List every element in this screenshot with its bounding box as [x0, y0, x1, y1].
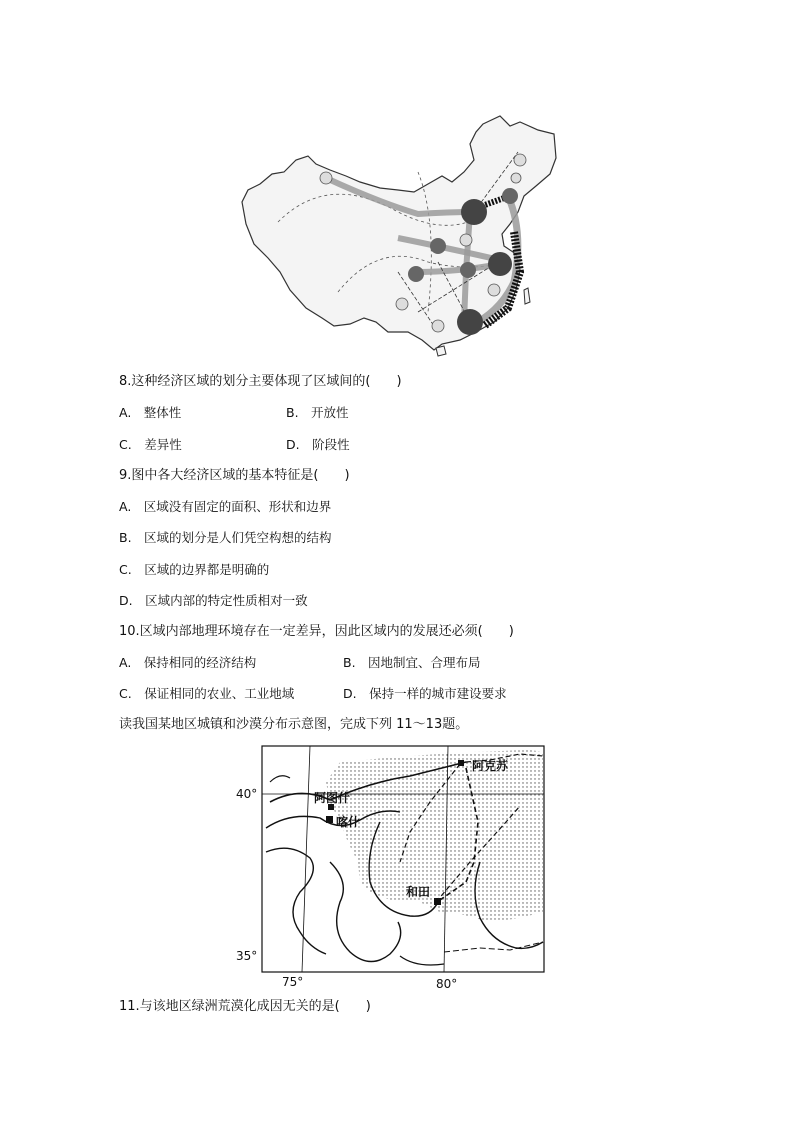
question-10-option-c[interactable]: C. 保证相同的农业、工业地域 — [119, 686, 295, 701]
question-10-option-a[interactable]: A. 保持相同的经济结构 — [119, 655, 257, 670]
center-changchun — [511, 173, 521, 183]
center-zhengzhou — [430, 238, 446, 254]
center-urumqi — [320, 172, 332, 184]
china-map-svg — [238, 112, 560, 358]
center-harbin — [514, 154, 526, 166]
section-intro: 读我国某地区城镇和沙漠分布示意图，完成下列 11～13题。 — [119, 717, 469, 732]
city-marker-akesu — [458, 760, 464, 766]
lat-label-40: 40° — [236, 787, 258, 801]
question-10-stem: 10.区域内部地理环境存在一定差异，因此区域内的发展还必须( ) — [119, 624, 514, 639]
hainan-island — [436, 346, 446, 356]
question-9-stem: 9.图中各大经济区域的基本特征是( ) — [119, 468, 350, 483]
china-economic-regions-map — [238, 112, 560, 358]
question-9-option-a[interactable]: A. 区域没有固定的面积、形状和边界 — [119, 499, 332, 514]
question-9-option-b[interactable]: B. 区域的划分是人们凭空构想的结构 — [119, 530, 332, 545]
desert-towns-map — [230, 742, 550, 992]
center-shenyang — [502, 188, 518, 204]
question-8-option-a[interactable]: A. 整体性 — [119, 405, 182, 420]
center-jinan — [460, 234, 472, 246]
city-marker-kashi — [326, 816, 333, 823]
center-beijing-tianjin — [461, 199, 487, 225]
city-label-hetian: 和田 — [406, 885, 431, 899]
china-outline — [242, 116, 556, 350]
center-chongqing — [396, 298, 408, 310]
center-wuhan — [460, 262, 476, 278]
lon-label-75: 75° — [282, 975, 304, 989]
question-9-option-c[interactable]: C. 区域的边界都是明确的 — [119, 562, 270, 577]
center-pearl-delta — [457, 309, 483, 335]
center-yangtze-delta — [488, 252, 512, 276]
question-11-stem: 11.与该地区绿洲荒漠化成因无关的是( ) — [119, 999, 371, 1014]
question-10-option-b[interactable]: B. 因地制宜、合理布局 — [343, 655, 481, 670]
question-8-stem: 8.这种经济区域的划分主要体现了区域间的( ) — [119, 374, 402, 389]
city-label-atushi: 阿图什 — [314, 791, 351, 805]
center-kunming — [432, 320, 444, 332]
question-10-option-d[interactable]: D. 保持一样的城市建设要求 — [343, 686, 507, 701]
city-label-kashi: 喀什 — [336, 815, 361, 829]
question-9-option-d[interactable]: D. 区域内部的特定性质相对一致 — [119, 593, 308, 608]
desert-map-svg — [230, 742, 550, 992]
city-marker-hetian — [434, 898, 441, 905]
question-8-option-b[interactable]: B. 开放性 — [286, 405, 349, 420]
taiwan-island — [524, 288, 530, 304]
lon-label-80: 80° — [436, 977, 458, 991]
question-8-option-d[interactable]: D. 阶段性 — [286, 437, 350, 452]
center-xian — [408, 266, 424, 282]
city-label-akesu: 阿克苏 — [472, 759, 509, 773]
lat-label-35: 35° — [236, 949, 258, 963]
question-8-option-c[interactable]: C. 差异性 — [119, 437, 182, 452]
center-fuzhou — [488, 284, 500, 296]
